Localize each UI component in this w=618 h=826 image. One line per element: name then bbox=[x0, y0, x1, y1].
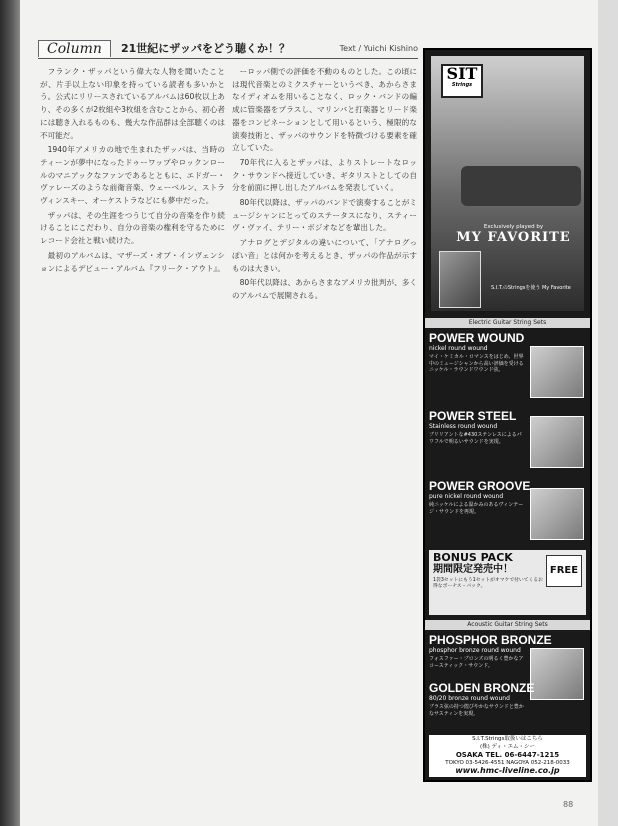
endorser-name: MY FAVORITE bbox=[456, 230, 571, 245]
column-header bbox=[38, 38, 418, 59]
paragraph: 70年代に入るとザッパは、よりストレートなロック・サウンドへ接近していき、ギタリストとしての自分を前面に押し出したアルバムを発表していく。 bbox=[232, 157, 417, 193]
paragraph: 1940年アメリカの地で生まれたザッパは、当時のティーンが夢中になったドゥーワップやロックンロールのマニアックなファンであるとともに、エドガー・ヴァレーズのような前衛音楽、ウェーベルン、ストラヴィンスキー、オーケストラなどにも夢中だった。 bbox=[40, 145, 225, 206]
package-image bbox=[530, 346, 584, 398]
column-label: Column bbox=[38, 40, 111, 57]
website-url: www.hmc-liveline.co.jp bbox=[455, 766, 560, 775]
page-number: 88 bbox=[563, 800, 574, 809]
endorsement: Exclusively played by MY FAVORITE bbox=[437, 224, 590, 245]
sit-strings-advertisement bbox=[423, 48, 592, 782]
paragraph: 最初のアルバムは、マザーズ・オブ・インヴェンションによるデビュー・アルバム『フリーク・アウト』。 bbox=[40, 250, 225, 273]
endorse-caption: S.I.T.のStringsを使う My Favorite bbox=[491, 285, 571, 291]
paragraph: アナログとデジタルの違いについて、「アナログっぽい音」とは何かを考えるとき、ザッパの作品が示すものは大きい。 bbox=[232, 238, 417, 273]
bonus-pack: BONUS PACK 期間限定発売中！ 1袋3セットにもう1セットがオマケで付いてくるお得なボーナス・パック。 FREE bbox=[429, 550, 586, 615]
free-badge: FREE bbox=[546, 555, 582, 587]
article-column-1 bbox=[40, 66, 225, 277]
electric-category: Electric Guitar String Sets bbox=[425, 318, 590, 328]
paragraph: フランク・ザッパという偉大な人物を聞いたことが、片手以上ない印象を持っている読者も多いかとう。公式にリリースされているアルバムは60枚以上あり、その多くが2枚組や3枚組を含むことから、初心者には聴き入れるものも、幾大な作品群は全部聴くのは不可能だ。 bbox=[40, 67, 225, 140]
paragraph: ザッパは、その生涯をつうじて自分の音楽を作り続けることにこだわり、自分の音楽の権利を守るためにレコード会社と戦い続けた。 bbox=[40, 210, 225, 246]
paragraph: 80年代以降は、あからさまなアメリカ批判が、多くのアルバムで展開される。 bbox=[232, 278, 417, 300]
paragraph: ーロッパ側での評価を不動のものとした。この頃には現代音楽とのミクスチャーというべき、あからさまなイディオムを用いることなく、ロック・バンドの編成に管楽器をプラスし、マリンバと打楽器とリード楽器をコンビネーションとして用いるという、極限的な演奏技術と、ザッパのサウンドを特徴づける要素を確立していた。 bbox=[232, 67, 417, 153]
paragraph: 80年代以降は、ザッパのバンドで演奏することがミュージシャンにとってのステータスになり、スティーヴ・ヴァイ、テリー・ボジオなどを輩出した。 bbox=[232, 198, 417, 233]
band-silhouette bbox=[461, 166, 581, 206]
product-power-steel: POWER STEEL Stainless round wound ブリリアントな#430ステンレスによるパワフルで明るいサウンドを実現。 bbox=[429, 410, 586, 445]
product-golden-bronze: GOLDEN BRONZE 80/20 bronze round wound ブラス弦の持つ煌びやかなサウンドと豊かなサスティンを実現。 bbox=[429, 681, 535, 717]
article-column-2 bbox=[232, 66, 417, 305]
band-photo bbox=[431, 56, 584, 311]
sit-logo: SIT Strings bbox=[441, 64, 483, 98]
package-image bbox=[530, 416, 584, 468]
product-power-wound: POWER WOUND nickel round wound マイ・ケミカル・ロマンスをはじめ、世界中のミュージシャンから高い評価を受けるニッケル・ラウンドワウンド弦。 bbox=[429, 332, 586, 374]
package-image bbox=[530, 488, 584, 540]
column-title: 21世紀にザッパをどう聴くか！？ bbox=[120, 42, 291, 55]
product-package bbox=[439, 251, 481, 308]
column-author: Text / Yuichi Kishino bbox=[339, 43, 418, 53]
ad-footer: S.I.T.Strings取扱いはこちら (株) ディ・エム・シー OSAKA TEL. 06-6447-1215 TOKYO 03-5426-4551 NAGOYA 052-218-0033 www.hmc-liveline.co.jp bbox=[429, 735, 586, 777]
product-power-groove: POWER GROOVE pure nickel round wound 純ニッケルによる温かみのあるヴィンテージ・サウンドを再現。 bbox=[429, 480, 586, 515]
binding-shadow bbox=[0, 0, 20, 826]
product-phosphor-bronze: PHOSPHOR BRONZE phosphor bronze round wound フォスファー・ブロンズの明るく豊かなアコースティック・サウンド。 bbox=[429, 634, 586, 669]
acoustic-category: Acoustic Guitar String Sets bbox=[425, 620, 590, 630]
next-page-edge bbox=[598, 0, 618, 826]
